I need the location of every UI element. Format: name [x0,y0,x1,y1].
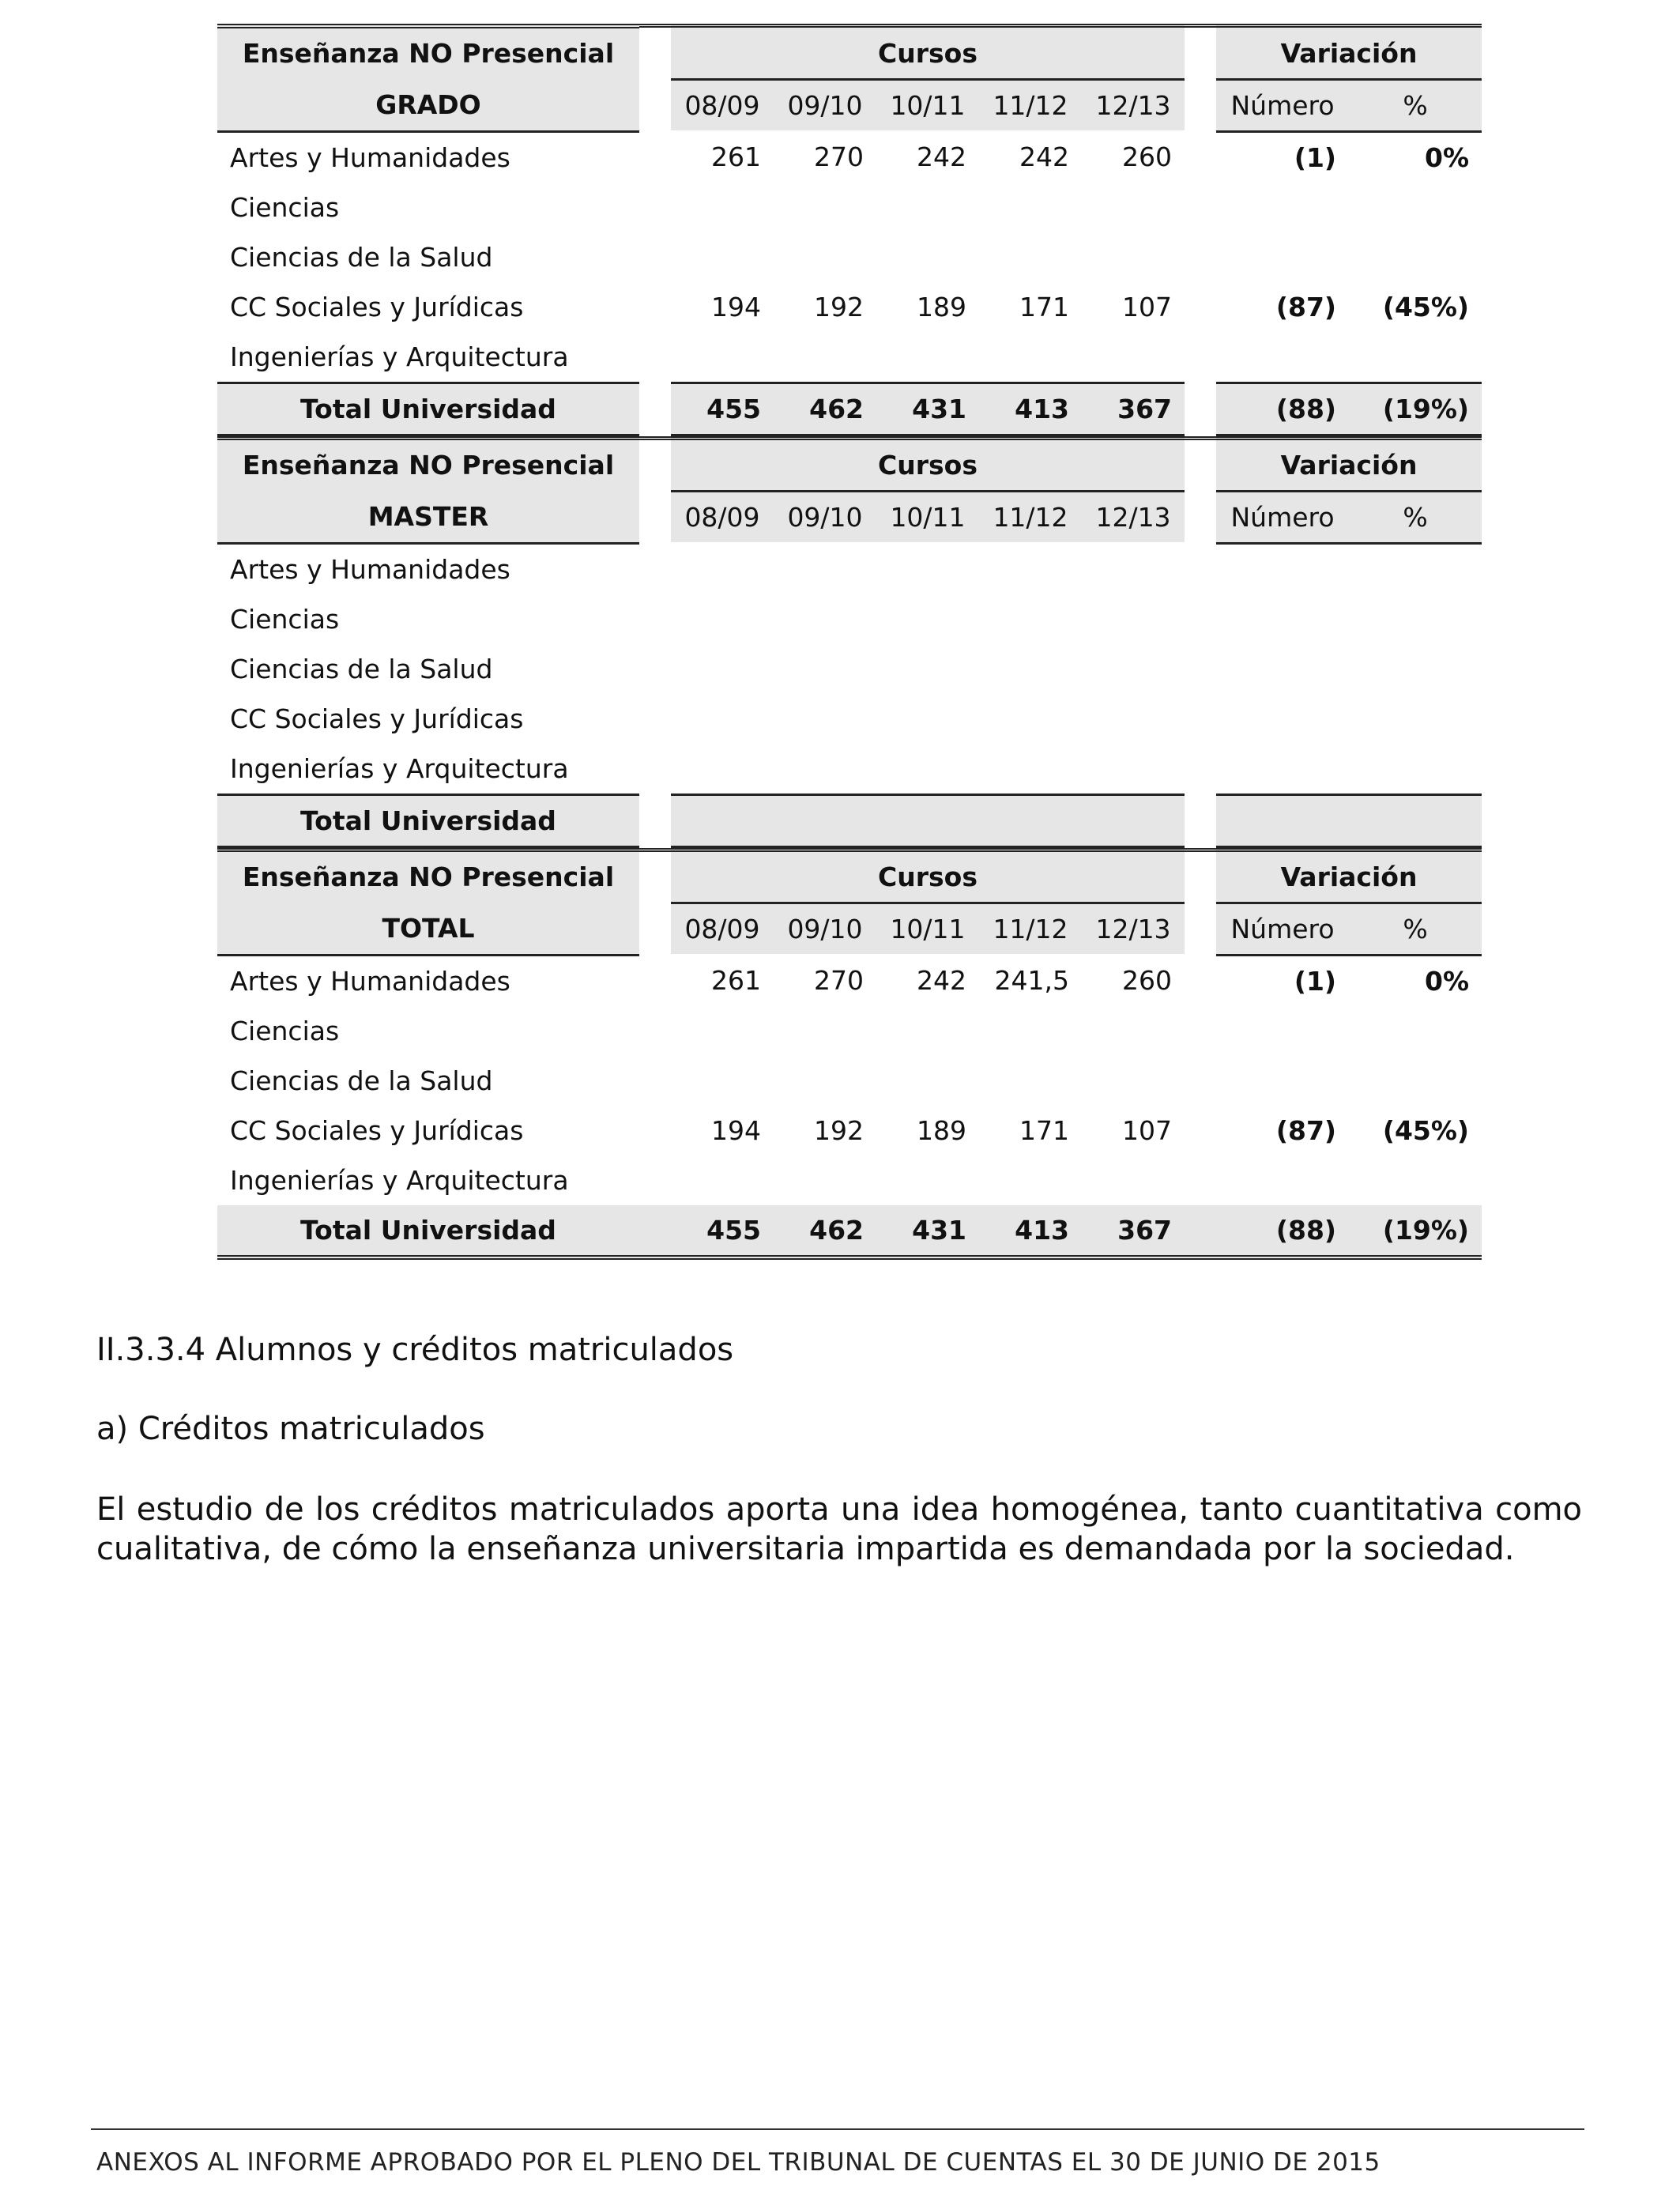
row-variation-pct: (45%) [1382,292,1470,322]
total-variation-pct [1349,794,1482,848]
total-value [979,794,1082,848]
year-header: 12/13 [1082,902,1185,954]
header-variacion: Variación [1216,436,1482,490]
gap-cell [1185,694,1216,744]
header-cursos: Cursos [671,24,1185,78]
row-value [671,232,774,282]
row-value: 270 [814,141,864,172]
gap-cell [1185,232,1216,282]
gap-cell [639,490,671,542]
total-value: 462 [774,382,876,436]
row-variation-number [1216,644,1349,694]
row-variation-pct [1349,694,1482,744]
year-header: 08/09 [671,78,774,130]
gap-cell [1185,382,1216,436]
row-variation-number: (1) [1216,954,1349,1006]
total-value: 431 [876,382,979,436]
total-label: Total Universidad [217,382,639,436]
row-value [979,183,1082,232]
total-value [1082,794,1185,848]
row-value [1082,644,1185,694]
gap-cell [639,78,671,130]
gap-cell [639,382,671,436]
row-variation-number [1216,1056,1349,1106]
total-variation-number: (88) [1216,382,1349,436]
row-value [1082,232,1185,282]
header-cursos: Cursos [671,848,1185,902]
gap-cell [639,24,671,78]
total-label: Total Universidad [217,1205,639,1260]
gap-cell [1185,1056,1216,1106]
row-variation-number [1216,183,1349,232]
year-header: 08/09 [671,490,774,542]
table-body [217,24,1482,1260]
table-subheader-row [217,78,1482,130]
row-value [774,644,876,694]
subsection-heading: a) Créditos matriculados [96,1411,485,1447]
row-value: 192 [814,1115,864,1146]
row-label: Artes y Humanidades [217,130,639,183]
table-row [217,1056,1482,1106]
footer-text: ANEXOS AL INFORME APROBADO POR EL PLENO DEL TRIBUNAL DE CUENTAS EL 30 DE JUNIO DE 2015 [96,2148,1381,2177]
row-value [1082,183,1185,232]
row-label: Ciencias de la Salud [230,654,493,684]
row-value [876,594,979,644]
total-value [774,794,876,848]
row-value: 261 [711,141,761,172]
row-variation-pct [1349,644,1482,694]
row-variation-pct [1349,744,1482,794]
gap-cell [1185,902,1216,954]
gap-cell [639,232,671,282]
row-value: 192 [814,292,864,322]
row-value [979,1006,1082,1056]
row-value: 189 [917,292,966,322]
row-variation-number [1216,332,1349,382]
row-variation-number [1216,232,1349,282]
total-value: 431 [876,1205,979,1260]
row-label: Ingenierías y Arquitectura [230,341,569,372]
header-pct: % [1349,490,1482,542]
row-value [876,694,979,744]
table-row [217,232,1482,282]
row-variation-pct: 0% [1349,954,1482,1006]
table-header-row [217,24,1482,78]
gap-cell [639,1056,671,1106]
row-label: Ingenierías y Arquitectura [230,753,569,784]
row-value [1082,1056,1185,1106]
row-value [671,1006,774,1056]
total-value: 455 [671,1205,774,1260]
row-label: CC Sociales y Jurídicas [230,1115,524,1146]
row-value [876,1155,979,1205]
total-value: 367 [1082,1205,1185,1260]
gap-cell [639,332,671,382]
row-value [671,694,774,744]
row-value: 261 [711,964,761,996]
gap-cell [1185,1006,1216,1056]
table-row [217,644,1482,694]
table-row [217,542,1482,594]
year-header: 11/12 [979,78,1082,130]
row-value: 260 [1122,964,1173,996]
row-value [979,1155,1082,1205]
row-value [671,1155,774,1205]
section-heading: II.3.3.4 Alumnos y créditos matriculados [96,1332,734,1368]
gap-cell [1185,1205,1216,1260]
row-variation-number [1216,694,1349,744]
row-value [1082,1155,1185,1205]
header-ensenanza: Enseñanza NO Presencial [217,24,639,78]
table-row [217,1155,1482,1205]
row-label: Ciencias [230,192,340,223]
gap-cell [639,1006,671,1056]
gap-cell [1185,78,1216,130]
year-header: 09/10 [774,902,876,954]
year-header: 08/09 [671,902,774,954]
total-variation-number: (88) [1216,1205,1349,1260]
header-numero: Número [1216,78,1349,130]
table-row [217,282,1482,332]
row-value: 194 [711,292,761,322]
row-variation-pct [1349,232,1482,282]
header-cursos: Cursos [671,436,1185,490]
row-label: Artes y Humanidades [217,542,639,594]
table-total-row [217,1205,1482,1260]
row-value [774,232,876,282]
gap-cell [1185,954,1216,1006]
row-value [979,1056,1082,1106]
row-value [671,542,774,594]
table-total-row [217,794,1482,848]
year-header: 10/11 [876,490,979,542]
total-variation-number [1216,794,1349,848]
enrollment-table [217,24,1482,1260]
gap-cell [1185,744,1216,794]
row-value [876,183,979,232]
header-numero: Número [1216,490,1349,542]
row-value: 194 [711,1115,761,1146]
row-variation-pct: 0% [1349,130,1482,183]
gap-cell [1185,794,1216,848]
row-value [1082,1006,1185,1056]
row-variation-number: (87) [1275,292,1337,322]
row-variation-number [1216,542,1349,594]
table-row [217,183,1482,232]
row-value [774,1006,876,1056]
total-value: 455 [671,382,774,436]
header-numero: Número [1216,902,1349,954]
gap-cell [1185,490,1216,542]
row-value: 242 [1019,141,1069,172]
row-value [774,1155,876,1205]
row-variation-number [1216,594,1349,644]
row-variation-pct [1349,542,1482,594]
table-row [217,744,1482,794]
row-value [876,232,979,282]
row-label: CC Sociales y Jurídicas [230,703,524,734]
row-value: 171 [1019,1115,1069,1146]
gap-cell [639,542,671,594]
total-variation-pct: (19%) [1349,382,1482,436]
row-value [979,232,1082,282]
row-value [979,644,1082,694]
row-value [876,744,979,794]
row-variation-pct [1349,1155,1482,1205]
total-value: 413 [979,382,1082,436]
header-pct: % [1349,902,1482,954]
row-variation-pct [1349,183,1482,232]
table-total-row [217,382,1482,436]
header-level-label: TOTAL [217,902,639,954]
row-label: CC Sociales y Jurídicas [230,292,524,322]
row-value: 242 [917,141,966,172]
gap-cell [639,848,671,902]
row-label: Artes y Humanidades [217,954,639,1006]
gap-cell [639,744,671,794]
year-header: 12/13 [1082,490,1185,542]
header-variacion: Variación [1216,24,1482,78]
gap-cell [639,902,671,954]
gap-cell [1185,848,1216,902]
gap-cell [1185,24,1216,78]
year-header: 11/12 [979,490,1082,542]
row-label: Ciencias de la Salud [230,242,493,273]
total-value: 462 [774,1205,876,1260]
row-value [876,1056,979,1106]
row-value: 260 [1122,141,1173,172]
row-value [671,644,774,694]
row-value [671,744,774,794]
gap-cell [1185,644,1216,694]
row-value [979,694,1082,744]
row-value [774,744,876,794]
row-value [979,594,1082,644]
row-variation-pct [1349,332,1482,382]
header-pct: % [1349,78,1482,130]
table-header-row [217,436,1482,490]
row-value: 107 [1122,1115,1173,1146]
year-header: 12/13 [1082,78,1185,130]
table-row [217,1106,1482,1155]
header-level-label: GRADO [217,78,639,130]
gap-cell [639,954,671,1006]
row-value [876,332,979,382]
row-value [774,1056,876,1106]
row-value [979,542,1082,594]
row-value: 171 [1019,292,1069,322]
row-label: Ciencias [230,604,340,635]
row-value [774,594,876,644]
row-value [774,332,876,382]
row-value [979,332,1082,382]
table-row [217,954,1482,1006]
gap-cell [1185,183,1216,232]
row-value [1082,542,1185,594]
header-ensenanza: Enseñanza NO Presencial [217,848,639,902]
gap-cell [639,1205,671,1260]
gap-cell [1185,282,1216,332]
row-value: 241,5 [994,964,1069,996]
header-variacion: Variación [1216,848,1482,902]
gap-cell [1185,594,1216,644]
year-header: 10/11 [876,902,979,954]
footer-rule [91,2128,1584,2130]
gap-cell [639,183,671,232]
row-value [876,644,979,694]
row-value [774,183,876,232]
row-value [1082,744,1185,794]
row-value [876,542,979,594]
gap-cell [639,282,671,332]
gap-cell [639,594,671,644]
row-variation-pct [1349,594,1482,644]
gap-cell [1185,332,1216,382]
total-label: Total Universidad [217,794,639,848]
row-value [876,1006,979,1056]
row-value: 189 [917,1115,966,1146]
gap-cell [1185,1155,1216,1205]
gap-cell [1185,1106,1216,1155]
header-level-label: MASTER [217,490,639,542]
table-row [217,130,1482,183]
gap-cell [639,130,671,183]
gap-cell [639,694,671,744]
table-row [217,694,1482,744]
gap-cell [639,436,671,490]
row-variation-number: (87) [1275,1115,1337,1146]
gap-cell [639,644,671,694]
row-variation-pct [1349,1006,1482,1056]
row-value [774,542,876,594]
row-value [1082,332,1185,382]
row-variation-pct: (45%) [1382,1115,1470,1146]
gap-cell [1185,542,1216,594]
year-header: 09/10 [774,78,876,130]
total-variation-pct: (19%) [1349,1205,1482,1260]
table-row [217,594,1482,644]
total-value: 367 [1082,382,1185,436]
year-header: 10/11 [876,78,979,130]
row-label: Ingenierías y Arquitectura [230,1165,569,1196]
body-paragraph: El estudio de los créditos matriculados aporta una idea homogénea, tanto cuantitativa como cualitativa, de cómo la enseñanza universitaria impartida es demandada por la sociedad. [96,1491,1582,1567]
row-value [671,183,774,232]
total-value [671,794,774,848]
table-header-row [217,848,1482,902]
year-header: 09/10 [774,490,876,542]
row-value [1082,594,1185,644]
row-variation-number [1216,744,1349,794]
row-label: Ciencias [230,1016,340,1046]
gap-cell [1185,130,1216,183]
total-value: 413 [979,1205,1082,1260]
row-value [671,594,774,644]
row-value [774,694,876,744]
table-subheader-row [217,490,1482,542]
row-value: 107 [1122,292,1173,322]
row-value [979,744,1082,794]
row-value: 270 [814,964,864,996]
row-variation-pct [1349,1056,1482,1106]
total-value [876,794,979,848]
row-value [671,332,774,382]
year-header: 11/12 [979,902,1082,954]
table-subheader-row [217,902,1482,954]
gap-cell [1185,436,1216,490]
gap-cell [639,1106,671,1155]
row-value [671,1056,774,1106]
table-row [217,1006,1482,1056]
header-ensenanza: Enseñanza NO Presencial [217,436,639,490]
table-row [217,332,1482,382]
gap-cell [639,1155,671,1205]
row-variation-number [1216,1006,1349,1056]
row-variation-number [1216,1155,1349,1205]
gap-cell [639,794,671,848]
row-value [1082,694,1185,744]
row-variation-number: (1) [1216,130,1349,183]
row-value: 242 [917,964,966,996]
row-label: Ciencias de la Salud [230,1065,493,1096]
